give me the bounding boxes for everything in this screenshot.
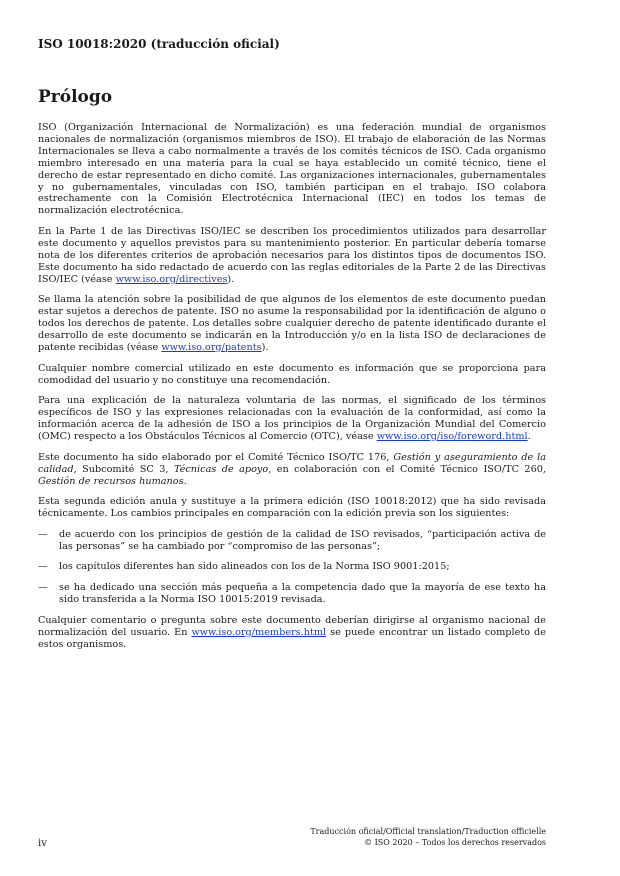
paragraph-committee: Este documento ha sido elaborado por el Comité Técnico ISO/TC 176, Gestión y aseguramiento de la calidad, Subcomité SC 3, Técnicas de apoyo, en colaboración con el Comité Técnico ISO/TC 260, Gestión de recursos humanos. (38, 451, 546, 487)
paragraph-voluntary-nature: Para una explicación de la naturaleza voluntaria de las normas, el significado de los términos específicos de ISO y las expresiones relacionadas con la evaluación de la conformidad, así como la información acerca de la adhesión de ISO a los principios de la Organización Mundial del Comercio (OMC) respecto a los Obstáculos Técnicos al Comercio (OTC), véase www.iso.org/iso/foreword.html. (38, 395, 546, 443)
changes-list (38, 529, 546, 606)
translation-notice: Traducción oficial/Official translation/Traduction officielle (310, 827, 546, 836)
paragraph-edition: Esta segunda edición anula y sustituye a la primera edición (ISO 10018:2012) que ha sido revisada técnicamente. Los cambios principales en comparación con la edición previa son los siguientes: (38, 496, 546, 520)
page-number: iv (38, 838, 47, 849)
dash-bullet: — (38, 582, 48, 594)
foreword-link[interactable]: www.iso.org/iso/foreword.html (376, 431, 528, 443)
members-link[interactable]: www.iso.org/members.html (191, 626, 327, 638)
page-title: Prólogo (38, 87, 113, 107)
patents-link[interactable]: www.iso.org/patents (161, 342, 262, 353)
copyright-notice: © ISO 2020 – Todos los derechos reservados (364, 838, 546, 847)
paragraph-comments: Cualquier comentario o pregunta sobre este documento deberían dirigirse al organismo nacional de normalización del usuario. En www.iso.org/members.html se puede encontrar un listado completo de estos organismos. (38, 614, 546, 650)
list-item: — de acuerdo con los principios de gestión de la calidad de ISO revisados, “participación activa de las personas” se ha cambiado por “compromiso de las personas”; (38, 528, 546, 552)
document-header: ISO 10018:2020 (traducción oficial) (38, 37, 280, 51)
paragraph-trade-names: Cualquier nombre comercial utilizado en este documento es información que se proporciona para comodidad del usuario y no constituye una recomendación. (38, 362, 546, 386)
list-item: — los capítulos diferentes han sido alineados con los de la Norma ISO 9001:2015; (38, 561, 450, 573)
paragraph-patents: Se llama la atención sobre la posibilidad de que algunos de los elementos de este documento puedan estar sujetos a derechos de patente. ISO no asume la responsabilidad por la identificación de alguno o todos los derechos de patente. Los detalles sobre cualquier derecho de patente identificado durante el desarrollo de este documento se indicarán en la Introducción y/o en la lista ISO de declaraciones de patente recibidas (véase www.iso.org/patents). (38, 294, 546, 353)
dash-bullet: — (38, 561, 48, 573)
footer-notice (310, 826, 546, 848)
dash-bullet: — (38, 528, 48, 540)
directives-link[interactable]: www.iso.org/directives (115, 273, 228, 285)
paragraph-directives: En la Parte 1 de las Directivas ISO/IEC se describen los procedimientos utilizados para desarrollar este documento y aquellos previstos para su mantenimiento posterior. En particular debería tomarse nota de los diferentes criterios de aprobación necesarios para los distintos tipos de documentos ISO. Este documento ha sido redactado de acuerdo con las reglas editoriales de la Parte 2 de las Directivas ISO/IEC (véase www.iso.org/directives). (38, 226, 546, 285)
foreword-body (38, 122, 546, 659)
paragraph-iso-intro: ISO (Organización Internacional de Normalización) es una federación mundial de organismos nacionales de normalización (organismos miembros de ISO). El trabajo de elaboración de las Normas Internacionales se lleva a cabo normalmente a través de los comités técnicos de ISO. Cada organismo miembro interesado en una materia para la cual se haya establecido un comité técnico, tiene el derecho de estar representado en dicho comité. Las organizaciones internacionales, gubernamentales y no gubernamentales, vinculadas con ISO, también participan en el trabajo. ISO colabora estrechamente con la Comisión Electrotécnica Internacional (IEC) en todos los temas de normalización electrotécnica. (38, 122, 546, 217)
list-item: — se ha dedicado una sección más pequeña a la competencia dado que la mayoría de ese texto ha sido transferida a la Norma ISO 10015:2019 revisada. (38, 582, 546, 606)
